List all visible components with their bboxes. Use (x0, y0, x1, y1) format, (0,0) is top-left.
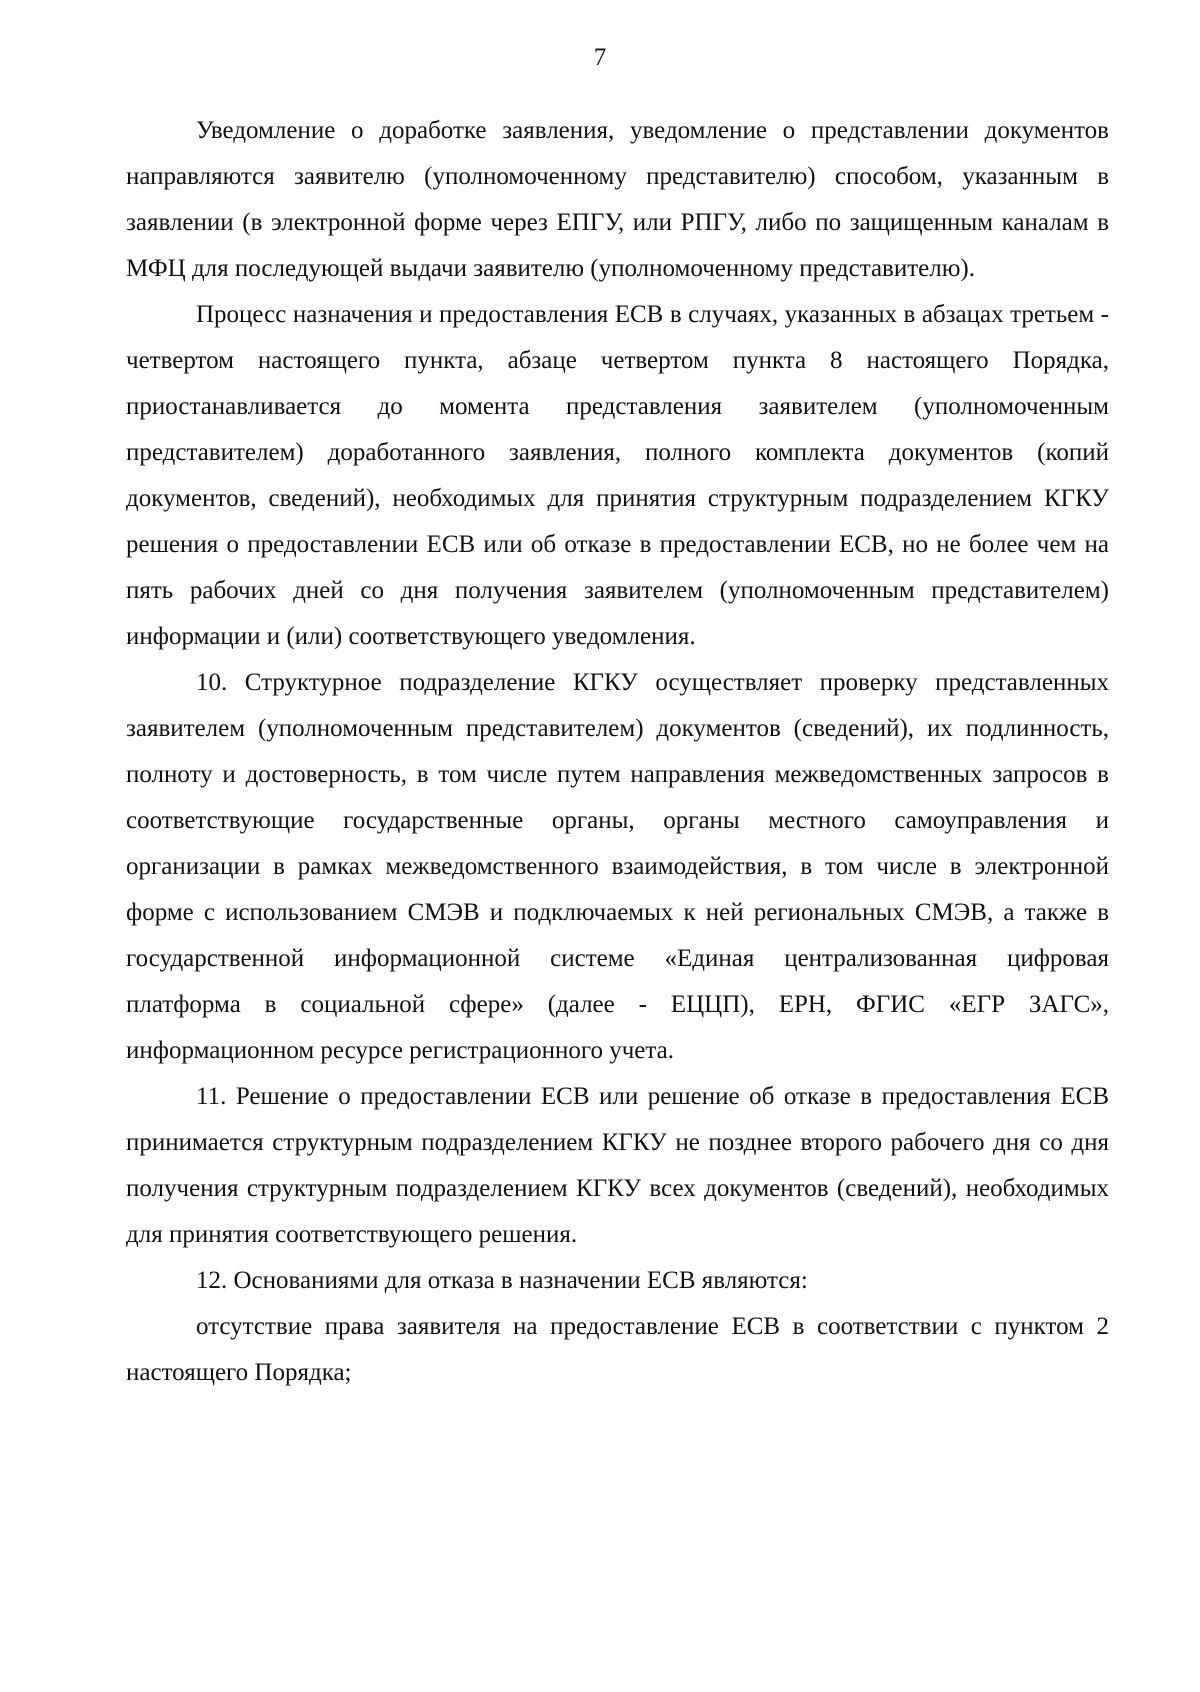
paragraph-item-11-decision: 11. Решение о предоставлении ЕСВ или решение об отказе в предоставления ЕСВ принимается структурным подразделением КГКУ не позднее второго рабочего дня со дня получения структурным подразделением КГКУ всех документов (сведений), необходимых для принятия соответствующего решения. (126, 1083, 1109, 1248)
paragraph-item-10-verification: 10. Структурное подразделение КГКУ осуществляет проверку представленных заявителем (уполномоченным представителем) документов (сведений), их подлинность, полноту и достоверность, в том числе путем направления межведомственных запросов в соответствующие государственные органы, органы местного самоуправления и организации в рамках межведомственного взаимодействия, в том числе в электронной форме с использованием СМЭВ и подключаемых к ней региональных СМЭВ, а также в государственной информационной системе «Единая централизованная цифровая платформа в социальной сфере» (далее - ЕЦЦП), ЕРН, ФГИС «ЕГР ЗАГС», информационном ресурсе регистрационного учета. (126, 669, 1109, 1064)
paragraph-notification-delivery: Уведомление о доработке заявления, уведомление о представлении документов направляются заявителю (уполномоченному представителю) способом, указанным в заявлении (в электронной форме через ЕПГУ, или РПГУ, либо по защищенным каналам в МФЦ для последующей выдачи заявителю (уполномоченному представителю). (126, 117, 1109, 282)
page-number: 7 (593, 44, 607, 71)
paragraph-process-suspension: Процесс назначения и предоставления ЕСВ в случаях, указанных в абзацах третьем - четвертом настоящего пункта, абзаце четвертом пункта 8 настоящего Порядка, приостанавливается до момента представления заявителем (уполномоченным представителем) доработанного заявления, полного комплекта документов (копий документов, сведений), необходимых для принятия структурным подразделением КГКУ решения о предоставлении ЕСВ или об отказе в предоставлении ЕСВ, но не более чем на пять рабочих дней со дня получения заявителем (уполномоченным представителем) информации и (или) соответствующего уведомления. (126, 301, 1109, 650)
paragraph-item-12-grounds: 12. Основаниями для отказа в назначении ЕСВ являются: (196, 1267, 808, 1294)
paragraph-ground-no-right: отсутствие права заявителя на предоставление ЕСВ в соответствии с пунктом 2 настоящего Порядка; (126, 1313, 1109, 1386)
document-body (126, 108, 1109, 1396)
